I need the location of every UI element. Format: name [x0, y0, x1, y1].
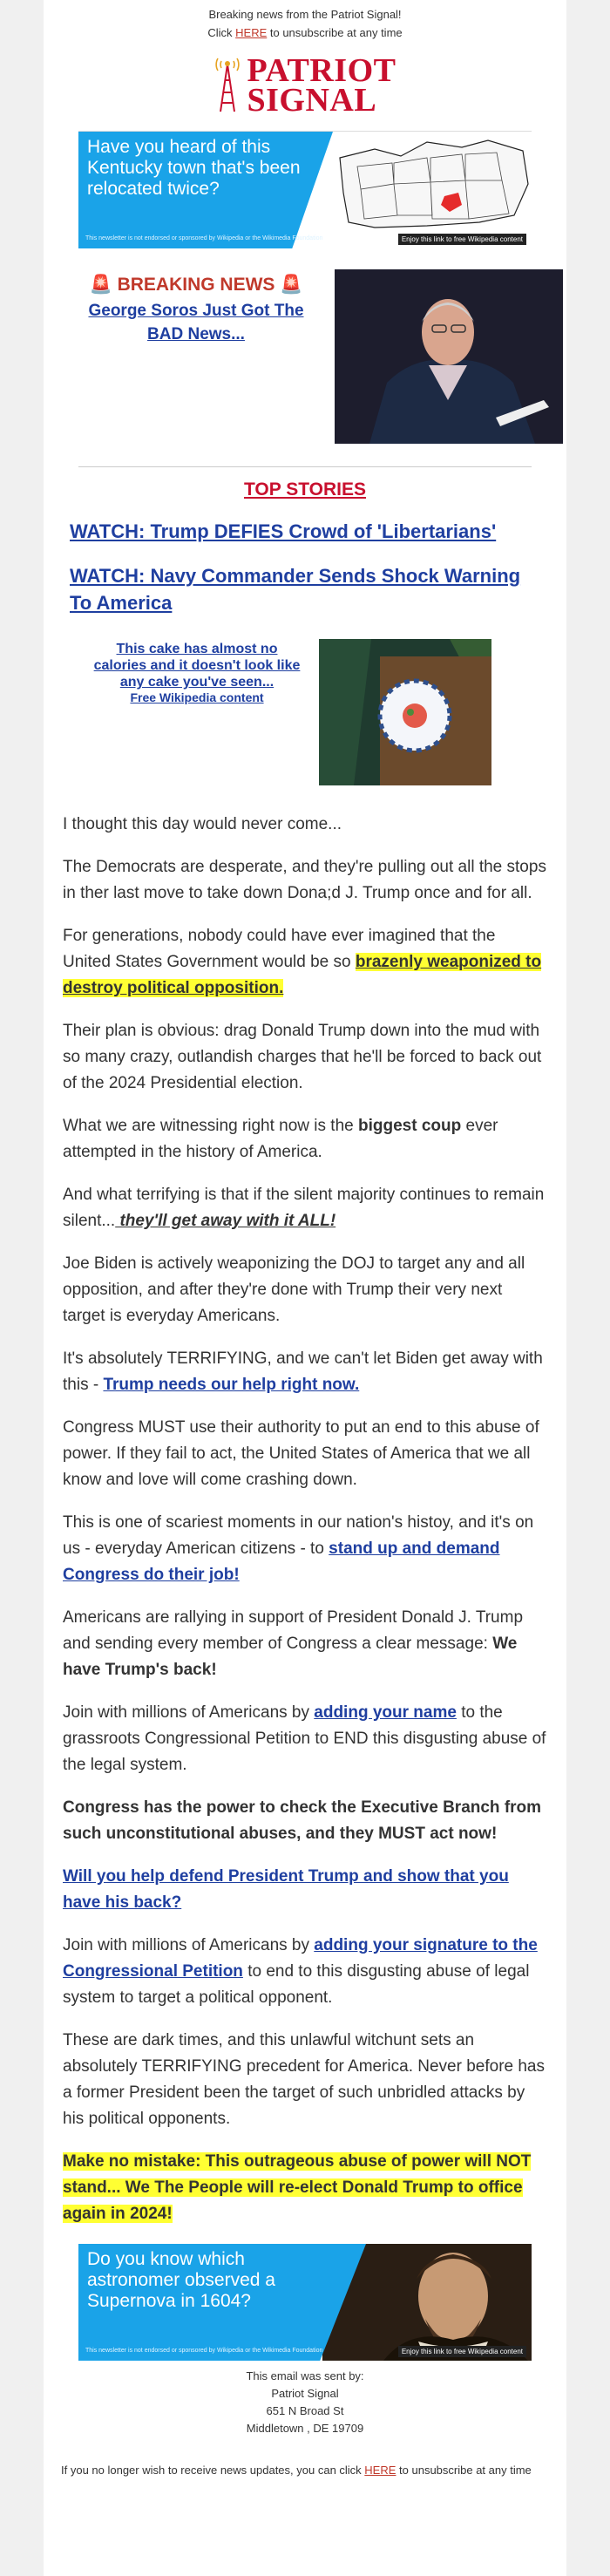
ad-enjoy-label: Enjoy this link to free Wikipedia content — [398, 234, 526, 245]
paragraph: Congress has the power to check the Executive Branch from such unconstitutional abuses, and they MUST act now! — [63, 1798, 542, 1843]
ad-disclaimer: This newsletter is not endorsed or sponsored by Wikipedia or the Wikimedia Foundation — [85, 2348, 323, 2354]
unsubscribe-line: Click HERE to unsubscribe at any time — [207, 26, 403, 39]
soros-photo[interactable] — [335, 269, 563, 444]
paragraph: And what terrifying is that if the silent majority continues to remain silent... they'll get away with it ALL! — [63, 1186, 545, 1230]
story-link-libertarians[interactable]: WATCH: Trump DEFIES Crowd of 'Libertarians' — [70, 520, 497, 542]
paragraph — [63, 2149, 547, 2227]
weaponized-link[interactable]: brazenly weaponized to destroy political opposition. — [63, 953, 542, 997]
paragraph: This is one of scariest moments in our nation's histoy, and it's on us - everyday American citizens - to stand up and demand Congress do their job! — [63, 1513, 534, 1584]
cake-photo[interactable] — [319, 639, 491, 785]
closing-highlight: Make no mistake: This outrageous abuse of power will NOT stand... We The People will re-elect Donald Trump to office again in 2024! — [63, 2152, 532, 2223]
unsubscribe-link-top[interactable]: HERE — [235, 26, 268, 39]
paragraph: What we are witnessing right now is the biggest coup ever attempted in the history of America. — [63, 1117, 498, 1161]
add-signature-link[interactable]: adding your signature to the Congressional Petition — [63, 1936, 538, 1981]
defend-trump-link[interactable]: Will you help defend President Trump and show that you have his back? — [63, 1867, 509, 1912]
add-your-name-link[interactable]: adding your name — [314, 1703, 457, 1722]
demand-congress-link[interactable]: stand up and demand Congress do their job! — [63, 1539, 500, 1584]
unsubscribe-link-bottom[interactable]: HERE — [364, 2464, 396, 2477]
breaking-news-block — [78, 269, 566, 444]
speaker-portrait-image — [335, 269, 563, 444]
logo-wordmark: PATRIOT SIGNAL — [247, 52, 396, 119]
biggest-coup-text: biggest coup — [358, 1117, 462, 1135]
paragraph: Join with millions of Americans by adding your name to the grassroots Congressional Petition to END this disgusting abuse of the legal system. — [63, 1703, 546, 1774]
breaking-headline-link[interactable]: George Soros Just Got The BAD News... — [88, 302, 304, 343]
paragraph: For generations, nobody could have ever imagined that the United States Government would be so brazenly weaponized to destroy political opposition. — [63, 927, 542, 997]
kentucky-map-image — [322, 132, 532, 248]
cake-promo-sub-link[interactable]: Free Wikipedia content — [130, 690, 264, 704]
wikipedia-ad-astronomer[interactable] — [78, 2244, 532, 2361]
breaking-news-label: 🚨 BREAKING NEWS 🚨 — [89, 275, 303, 295]
preheader-line: Breaking news from the Patriot Signal! — [208, 8, 402, 21]
trumps-back-text: We have Trump's back! — [63, 1635, 518, 1679]
cake-promo-link[interactable]: This cake has almost no calories and it doesn't look like any cake you've seen... — [93, 642, 301, 690]
sender-address: This email was sent by: Patriot Signal 651 N Broad St Middletown , DE 19709 — [246, 2369, 364, 2435]
paragraph: I thought this day would never come... — [63, 815, 342, 833]
cake-promo — [92, 639, 566, 785]
ad-disclaimer: This newsletter is not endorsed or sponsored by Wikipedia or the Wikimedia Foundation — [85, 235, 323, 241]
trump-needs-help-link[interactable]: Trump needs our help right now. — [103, 1376, 360, 1394]
ad-question: Have you heard of this Kentucky town that's been relocated twice? — [87, 137, 301, 199]
get-away-text: they'll get away with it ALL! — [115, 1212, 336, 1230]
top-stories-heading: TOP STORIES — [243, 479, 367, 500]
footer-unsubscribe: If you no longer wish to receive news updates, you can click HERE to unsubscribe at any time — [61, 2464, 532, 2477]
radio-tower-icon — [214, 58, 241, 113]
patriot-signal-logo[interactable] — [44, 54, 566, 117]
paragraph — [63, 1864, 547, 1916]
article-body — [63, 812, 547, 2227]
paragraph: The Democrats are desperate, and they're pulling out all the stops in ther last move to take down Dona;d J. Trump once and for all. — [63, 858, 546, 902]
paragraph: It's absolutely TERRIFYING, and we can't let Biden get away with this - Trump needs our help right now. — [63, 1349, 543, 1394]
email-page — [44, 0, 566, 2576]
paragraph: Their plan is obvious: drag Donald Trump down into the mud with so many crazy, outlandish charges that he'll be forced to back out of the 2024 Presidential election. — [63, 1022, 542, 1092]
paragraph: Congress MUST use their authority to put an end to this abuse of power. If they fail to act, the United States of America that we all know and love will come crashing down. — [63, 1418, 539, 1489]
ad-enjoy-label: Enjoy this link to free Wikipedia content — [398, 2346, 526, 2357]
story-link-navy[interactable]: WATCH: Navy Commander Sends Shock Warning To America — [70, 565, 521, 614]
paragraph: Join with millions of Americans by adding your signature to the Congressional Petition to end to this disgusting abuse of legal system to target a political opponent. — [63, 1936, 538, 2007]
preheader — [44, 0, 566, 42]
paragraph: Joe Biden is actively weaponizing the DOJ to target any and all opposition, and after they're done with Trump their very next target is everyday Americans. — [63, 1254, 525, 1325]
paragraph: Americans are rallying in support of President Donald J. Trump and sending every member of Congress a clear message: We have Trump's back! — [63, 1608, 524, 1679]
paragraph: These are dark times, and this unlawful witchunt sets an absolutely TERRIFYING precedent for America. Never before has a former President been the target of such unbridled attacks by his political opponents. — [63, 2031, 546, 2128]
wikipedia-ad-kentucky[interactable] — [78, 131, 532, 248]
divider — [78, 466, 532, 467]
cake-plate-image — [319, 639, 491, 785]
ad-question: Do you know which astronomer observed a Supernova in 1604? — [87, 2249, 275, 2311]
